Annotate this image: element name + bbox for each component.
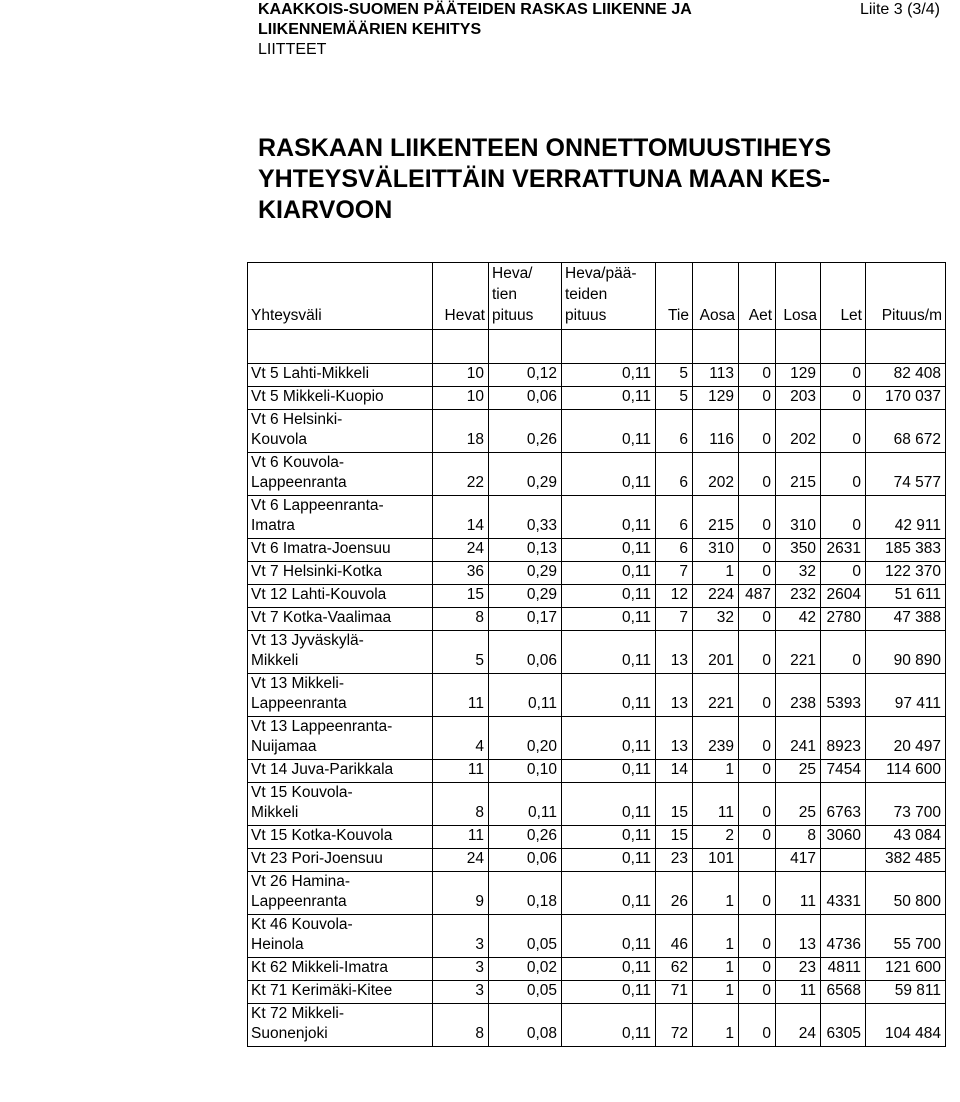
cell-aosa: 101 [693, 849, 739, 872]
table-row [248, 958, 946, 981]
cell-aet: 0 [739, 1004, 776, 1047]
route-name-line: Kouvola [251, 431, 308, 448]
route-name-line: Vt 12 Lahti-Kouvola [251, 586, 387, 603]
cell-aosa: 310 [693, 539, 739, 562]
route-name-cell [248, 585, 433, 608]
cell-hevat: 10 [433, 364, 489, 387]
cell-heva-paa: 0,11 [562, 783, 656, 826]
table-header-row [248, 263, 946, 330]
table-row [248, 872, 946, 915]
cell-hevat: 10 [433, 387, 489, 410]
cell-heva-paa: 0,11 [562, 539, 656, 562]
col-header-aet: Aet [739, 263, 776, 330]
cell-aosa: 202 [693, 453, 739, 496]
cell-tie: 14 [656, 760, 693, 783]
route-name-cell [248, 849, 433, 872]
cell-tie: 71 [656, 981, 693, 1004]
cell-pituus: 47 388 [866, 608, 946, 631]
cell-let: 7454 [821, 760, 866, 783]
cell-tie: 23 [656, 849, 693, 872]
table-row [248, 410, 946, 453]
route-name-cell [248, 562, 433, 585]
route-name-cell [248, 496, 433, 539]
cell-hevat: 22 [433, 453, 489, 496]
cell-hevat: 8 [433, 1004, 489, 1047]
col-header-hevat: Hevat [433, 263, 489, 330]
col-header-let: Let [821, 263, 866, 330]
table-row [248, 849, 946, 872]
route-name-cell [248, 364, 433, 387]
cell-heva-paa: 0,11 [562, 674, 656, 717]
cell-pituus: 104 484 [866, 1004, 946, 1047]
cell-heva-tien: 0,05 [489, 981, 562, 1004]
route-name-line: Lappeenranta [251, 474, 347, 491]
cell-let: 2780 [821, 608, 866, 631]
cell-let: 4736 [821, 915, 866, 958]
cell-pituus: 55 700 [866, 915, 946, 958]
cell-heva-tien: 0,05 [489, 915, 562, 958]
col-header-pituus: Pituus/m [866, 263, 946, 330]
cell-heva-tien: 0,17 [489, 608, 562, 631]
cell-heva-paa: 0,11 [562, 562, 656, 585]
header-title-line-2: LIIKENNEMÄÄRIEN KEHITYS [258, 21, 482, 38]
route-name-line: Vt 26 Hamina- [251, 873, 351, 890]
cell-let: 0 [821, 387, 866, 410]
cell-heva-tien: 0,10 [489, 760, 562, 783]
cell-tie: 15 [656, 783, 693, 826]
cell-heva-tien: 0,13 [489, 539, 562, 562]
cell-aet: 0 [739, 631, 776, 674]
cell-aet: 0 [739, 562, 776, 585]
cell-tie: 13 [656, 717, 693, 760]
table-row [248, 760, 946, 783]
cell-aosa: 1 [693, 562, 739, 585]
cell-tie: 7 [656, 608, 693, 631]
cell-hevat: 11 [433, 826, 489, 849]
route-name-line: Lappeenranta [251, 893, 347, 910]
cell-aet: 0 [739, 872, 776, 915]
cell-aosa: 224 [693, 585, 739, 608]
cell-let: 0 [821, 496, 866, 539]
cell-heva-tien: 0,11 [489, 674, 562, 717]
col-header-heva-tien [489, 263, 562, 330]
cell-heva-paa: 0,11 [562, 496, 656, 539]
cell-hevat: 5 [433, 631, 489, 674]
attachment-number: Liite 3 (3/4) [859, 1, 940, 18]
accident-density-table [247, 262, 946, 1047]
cell-let: 2604 [821, 585, 866, 608]
route-name-line: Imatra [251, 517, 295, 534]
route-name-cell [248, 387, 433, 410]
cell-pituus: 51 611 [866, 585, 946, 608]
cell-losa: 24 [776, 1004, 821, 1047]
cell-aet [739, 849, 776, 872]
cell-heva-tien: 0,02 [489, 958, 562, 981]
cell-losa: 310 [776, 496, 821, 539]
table-row [248, 1004, 946, 1047]
route-name-line: Vt 13 Lappeenranta- [251, 718, 393, 735]
header-title-line-1: KAAKKOIS-SUOMEN PÄÄTEIDEN RASKAS LIIKENNE JA [258, 1, 692, 18]
cell-heva-paa: 0,11 [562, 981, 656, 1004]
cell-let: 6763 [821, 783, 866, 826]
route-name-cell [248, 958, 433, 981]
table-row [248, 496, 946, 539]
cell-heva-paa: 0,11 [562, 915, 656, 958]
cell-aet: 0 [739, 760, 776, 783]
route-name-line: Kt 62 Mikkeli-Imatra [251, 959, 388, 976]
table-row [248, 981, 946, 1004]
cell-aet: 0 [739, 539, 776, 562]
cell-let: 0 [821, 364, 866, 387]
cell-heva-paa: 0,11 [562, 958, 656, 981]
cell-heva-tien: 0,26 [489, 410, 562, 453]
page-title-line-2: YHTEYSVÄLEITTÄIN VERRATTUNA MAAN KES- [258, 165, 831, 193]
col-header-heva-paa-line-3: pituus [565, 307, 607, 324]
cell-aosa: 113 [693, 364, 739, 387]
cell-hevat: 36 [433, 562, 489, 585]
cell-hevat: 14 [433, 496, 489, 539]
table-row [248, 387, 946, 410]
cell-let [821, 849, 866, 872]
cell-losa: 11 [776, 872, 821, 915]
cell-let: 4331 [821, 872, 866, 915]
page-title-line-1: RASKAAN LIIKENTEEN ONNETTOMUUSTIHEYS [258, 134, 832, 162]
spacer-row [248, 330, 946, 364]
cell-losa: 25 [776, 783, 821, 826]
route-name-cell [248, 1004, 433, 1047]
cell-aosa: 1 [693, 958, 739, 981]
cell-let: 6305 [821, 1004, 866, 1047]
cell-heva-tien: 0,20 [489, 717, 562, 760]
cell-losa: 8 [776, 826, 821, 849]
table-row [248, 674, 946, 717]
cell-hevat: 11 [433, 760, 489, 783]
cell-tie: 72 [656, 1004, 693, 1047]
cell-aosa: 32 [693, 608, 739, 631]
cell-aet: 0 [739, 453, 776, 496]
cell-aet: 0 [739, 364, 776, 387]
cell-aosa: 2 [693, 826, 739, 849]
cell-losa: 42 [776, 608, 821, 631]
cell-pituus: 97 411 [866, 674, 946, 717]
page-title [258, 133, 898, 226]
cell-heva-paa: 0,11 [562, 631, 656, 674]
cell-heva-paa: 0,11 [562, 410, 656, 453]
cell-tie: 13 [656, 631, 693, 674]
route-name-cell [248, 872, 433, 915]
cell-heva-paa: 0,11 [562, 453, 656, 496]
cell-hevat: 3 [433, 958, 489, 981]
route-name-line: Heinola [251, 936, 304, 953]
cell-hevat: 24 [433, 849, 489, 872]
cell-aet: 0 [739, 958, 776, 981]
cell-pituus: 20 497 [866, 717, 946, 760]
cell-pituus: 59 811 [866, 981, 946, 1004]
header-subtitle: LIITTEET [258, 41, 327, 58]
cell-losa: 11 [776, 981, 821, 1004]
cell-heva-paa: 0,11 [562, 760, 656, 783]
page-title-line-3: KIARVOON [258, 196, 393, 224]
cell-tie: 6 [656, 453, 693, 496]
cell-losa: 203 [776, 387, 821, 410]
cell-pituus: 185 383 [866, 539, 946, 562]
cell-heva-paa: 0,11 [562, 849, 656, 872]
cell-pituus: 42 911 [866, 496, 946, 539]
cell-heva-tien: 0,18 [489, 872, 562, 915]
cell-hevat: 15 [433, 585, 489, 608]
cell-aet: 0 [739, 410, 776, 453]
cell-pituus: 122 370 [866, 562, 946, 585]
cell-aosa: 215 [693, 496, 739, 539]
cell-heva-tien: 0,29 [489, 562, 562, 585]
cell-aet: 0 [739, 496, 776, 539]
cell-let: 3060 [821, 826, 866, 849]
col-header-heva-paa-line-2: teiden [565, 286, 608, 303]
route-name-line: Vt 6 Imatra-Joensuu [251, 540, 391, 557]
table-row [248, 364, 946, 387]
cell-aet: 0 [739, 915, 776, 958]
cell-heva-paa: 0,11 [562, 608, 656, 631]
cell-aosa: 1 [693, 872, 739, 915]
cell-losa: 25 [776, 760, 821, 783]
cell-pituus: 74 577 [866, 453, 946, 496]
cell-pituus: 68 672 [866, 410, 946, 453]
col-header-tie: Tie [656, 263, 693, 330]
cell-pituus: 82 408 [866, 364, 946, 387]
cell-heva-paa: 0,11 [562, 1004, 656, 1047]
cell-pituus: 121 600 [866, 958, 946, 981]
cell-pituus: 170 037 [866, 387, 946, 410]
route-name-cell [248, 410, 433, 453]
route-name-cell [248, 981, 433, 1004]
route-name-line: Mikkeli [251, 652, 299, 669]
route-name-line: Kt 46 Kouvola- [251, 916, 353, 933]
cell-let: 4811 [821, 958, 866, 981]
table-row [248, 783, 946, 826]
cell-tie: 46 [656, 915, 693, 958]
table-row [248, 585, 946, 608]
cell-heva-tien: 0,29 [489, 453, 562, 496]
cell-heva-paa: 0,11 [562, 872, 656, 915]
cell-tie: 5 [656, 387, 693, 410]
route-name-line: Lappeenranta [251, 695, 347, 712]
cell-aosa: 221 [693, 674, 739, 717]
cell-tie: 6 [656, 410, 693, 453]
cell-heva-tien: 0,12 [489, 364, 562, 387]
cell-hevat: 3 [433, 915, 489, 958]
cell-hevat: 8 [433, 783, 489, 826]
cell-tie: 15 [656, 826, 693, 849]
cell-heva-tien: 0,06 [489, 631, 562, 674]
col-header-aosa: Aosa [693, 263, 739, 330]
table-row [248, 539, 946, 562]
cell-losa: 23 [776, 958, 821, 981]
cell-aosa: 1 [693, 760, 739, 783]
cell-aosa: 201 [693, 631, 739, 674]
cell-heva-tien: 0,08 [489, 1004, 562, 1047]
col-header-heva-paa [562, 263, 656, 330]
route-name-line: Nuijamaa [251, 738, 317, 755]
cell-aet: 487 [739, 585, 776, 608]
route-name-line: Vt 6 Kouvola- [251, 454, 345, 471]
cell-aet: 0 [739, 783, 776, 826]
table-row [248, 562, 946, 585]
cell-let: 8923 [821, 717, 866, 760]
cell-let: 0 [821, 631, 866, 674]
cell-aet: 0 [739, 981, 776, 1004]
cell-tie: 7 [656, 562, 693, 585]
col-header-heva-tien-line-2: tien [492, 286, 517, 303]
route-name-cell [248, 826, 433, 849]
cell-losa: 202 [776, 410, 821, 453]
route-name-line: Vt 6 Helsinki- [251, 411, 343, 428]
cell-let: 0 [821, 562, 866, 585]
cell-heva-paa: 0,11 [562, 585, 656, 608]
route-name-line: Vt 5 Mikkeli-Kuopio [251, 388, 384, 405]
col-header-heva-paa-line-1: Heva/pää- [565, 265, 637, 282]
cell-hevat: 18 [433, 410, 489, 453]
table-row [248, 717, 946, 760]
cell-aosa: 239 [693, 717, 739, 760]
route-name-cell [248, 453, 433, 496]
route-name-line: Vt 15 Kouvola- [251, 784, 353, 801]
route-name-cell [248, 608, 433, 631]
cell-pituus: 114 600 [866, 760, 946, 783]
cell-losa: 241 [776, 717, 821, 760]
route-name-line: Vt 6 Lappeenranta- [251, 497, 384, 514]
route-name-line: Kt 71 Kerimäki-Kitee [251, 982, 393, 999]
cell-pituus: 90 890 [866, 631, 946, 674]
cell-let: 0 [821, 453, 866, 496]
cell-losa: 32 [776, 562, 821, 585]
cell-aosa: 116 [693, 410, 739, 453]
table-row [248, 631, 946, 674]
cell-aosa: 1 [693, 915, 739, 958]
cell-tie: 13 [656, 674, 693, 717]
route-name-cell [248, 915, 433, 958]
cell-heva-tien: 0,06 [489, 387, 562, 410]
cell-hevat: 11 [433, 674, 489, 717]
route-name-line: Suonenjoki [251, 1025, 328, 1042]
cell-pituus: 50 800 [866, 872, 946, 915]
cell-heva-tien: 0,26 [489, 826, 562, 849]
cell-aet: 0 [739, 717, 776, 760]
route-name-line: Vt 15 Kotka-Kouvola [251, 827, 393, 844]
cell-hevat: 24 [433, 539, 489, 562]
col-header-losa: Losa [776, 263, 821, 330]
route-name-cell [248, 717, 433, 760]
cell-aet: 0 [739, 674, 776, 717]
cell-aosa: 129 [693, 387, 739, 410]
cell-aet: 0 [739, 387, 776, 410]
route-name-cell [248, 539, 433, 562]
route-name-line: Vt 14 Juva-Parikkala [251, 761, 394, 778]
cell-hevat: 8 [433, 608, 489, 631]
table-row [248, 826, 946, 849]
cell-heva-tien: 0,11 [489, 783, 562, 826]
cell-pituus: 43 084 [866, 826, 946, 849]
cell-losa: 129 [776, 364, 821, 387]
route-name-line: Vt 7 Helsinki-Kotka [251, 563, 382, 580]
cell-let: 2631 [821, 539, 866, 562]
cell-tie: 26 [656, 872, 693, 915]
route-name-line: Vt 5 Lahti-Mikkeli [251, 365, 370, 382]
cell-tie: 6 [656, 539, 693, 562]
cell-aet: 0 [739, 826, 776, 849]
table-row [248, 453, 946, 496]
cell-tie: 6 [656, 496, 693, 539]
cell-let: 6568 [821, 981, 866, 1004]
cell-losa: 13 [776, 915, 821, 958]
route-name-cell [248, 674, 433, 717]
route-name-line: Kt 72 Mikkeli- [251, 1005, 345, 1022]
route-name-line: Vt 13 Mikkeli- [251, 675, 345, 692]
cell-heva-paa: 0,11 [562, 364, 656, 387]
route-name-cell [248, 760, 433, 783]
cell-losa: 238 [776, 674, 821, 717]
cell-aosa: 1 [693, 981, 739, 1004]
attachment-label [860, 0, 940, 20]
cell-heva-tien: 0,29 [489, 585, 562, 608]
cell-heva-paa: 0,11 [562, 387, 656, 410]
cell-let: 5393 [821, 674, 866, 717]
col-header-heva-tien-line-3: pituus [492, 307, 534, 324]
cell-heva-tien: 0,33 [489, 496, 562, 539]
route-name-line: Vt 23 Pori-Joensuu [251, 850, 383, 867]
cell-heva-paa: 0,11 [562, 826, 656, 849]
table-row [248, 915, 946, 958]
cell-tie: 62 [656, 958, 693, 981]
cell-hevat: 3 [433, 981, 489, 1004]
cell-losa: 221 [776, 631, 821, 674]
cell-losa: 417 [776, 849, 821, 872]
cell-aosa: 1 [693, 1004, 739, 1047]
cell-aosa: 11 [693, 783, 739, 826]
route-name-line: Mikkeli [251, 804, 299, 821]
route-name-cell [248, 631, 433, 674]
col-header-yhteysvali: Yhteysväli [248, 263, 433, 330]
cell-heva-paa: 0,11 [562, 717, 656, 760]
route-name-line: Vt 7 Kotka-Vaalimaa [251, 609, 392, 626]
cell-hevat: 4 [433, 717, 489, 760]
cell-losa: 350 [776, 539, 821, 562]
cell-tie: 5 [656, 364, 693, 387]
col-header-heva-tien-line-1: Heva/ [492, 265, 533, 282]
table-row [248, 608, 946, 631]
cell-losa: 215 [776, 453, 821, 496]
cell-heva-tien: 0,06 [489, 849, 562, 872]
cell-hevat: 9 [433, 872, 489, 915]
route-name-cell [248, 783, 433, 826]
cell-pituus: 382 485 [866, 849, 946, 872]
document-header [258, 0, 692, 60]
cell-tie: 12 [656, 585, 693, 608]
cell-let: 0 [821, 410, 866, 453]
cell-aet: 0 [739, 608, 776, 631]
cell-pituus: 73 700 [866, 783, 946, 826]
route-name-line: Vt 13 Jyväskylä- [251, 632, 364, 649]
cell-losa: 232 [776, 585, 821, 608]
